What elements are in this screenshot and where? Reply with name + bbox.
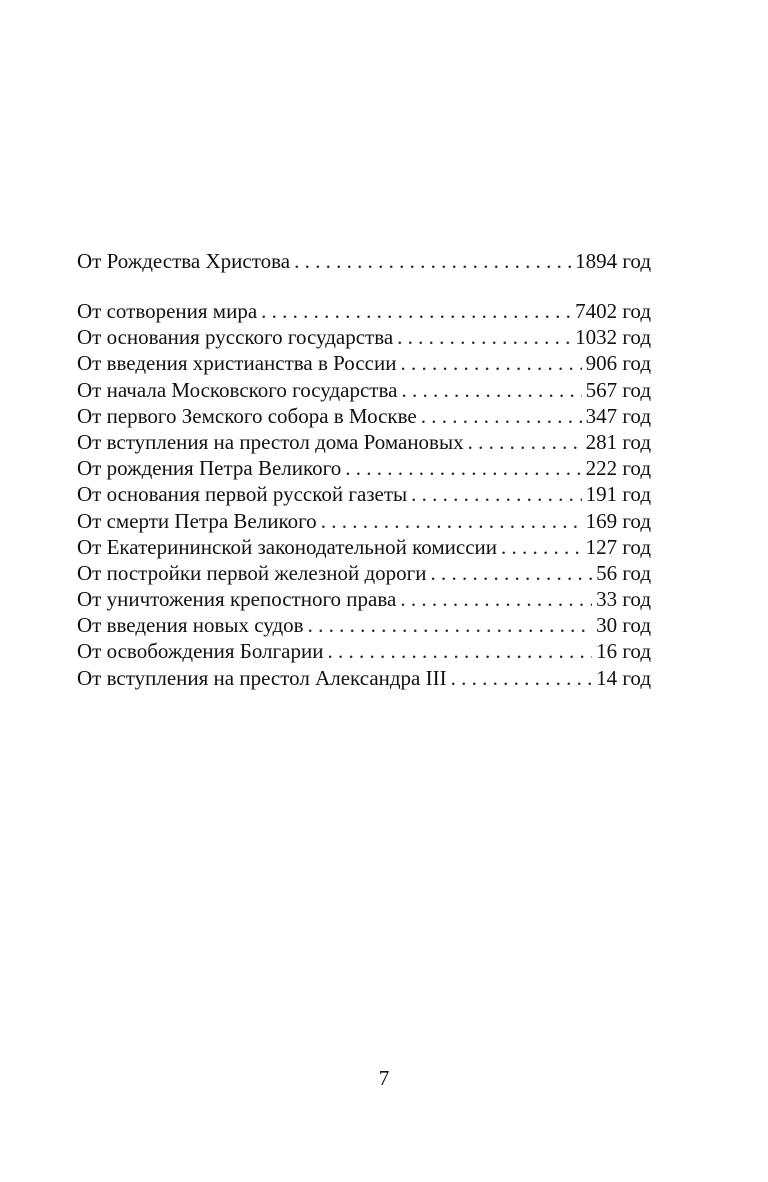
- era-years: 191 год: [585, 482, 651, 507]
- era-row: [77, 638, 651, 664]
- leader-dots: [421, 403, 582, 429]
- leader-dots: [401, 377, 581, 403]
- leader-dots: [327, 638, 592, 664]
- era-list: [77, 298, 651, 691]
- era-row: [77, 508, 651, 534]
- leader-dots: [400, 350, 581, 376]
- era-years: 1032 год: [575, 325, 651, 350]
- era-label: От Екатерининской законодательной комиссии: [77, 534, 497, 559]
- era-years: 281 год: [585, 429, 651, 454]
- era-years: 567 год: [585, 377, 651, 402]
- era-years: 169 год: [585, 508, 651, 533]
- era-years: 222 год: [585, 456, 651, 481]
- era-years: 14 год: [596, 665, 651, 690]
- era-label: От сотворения мира: [77, 299, 258, 323]
- era-years: 30 год: [596, 613, 651, 638]
- leader-dots: [308, 612, 593, 638]
- era-label: От вступления на престол Александра III: [77, 665, 447, 690]
- leader-dots: [411, 481, 581, 507]
- era-label: От постройки первой железной дороги: [77, 560, 427, 585]
- era-years: 906 год: [585, 351, 651, 376]
- era-label: От начала Московского государства: [77, 377, 398, 402]
- era-label: От введения христианства в России: [77, 351, 397, 376]
- leader-dots: [468, 429, 582, 455]
- era-row: [77, 429, 651, 455]
- era-row: [77, 612, 651, 638]
- era-row: [77, 248, 651, 274]
- era-label: От основания первой русской газеты: [77, 482, 408, 507]
- era-row: [77, 455, 651, 481]
- era-years: 56 год: [596, 560, 651, 585]
- era-label: От рождения Петра Великого: [77, 456, 342, 481]
- era-label: От Рождества Христова: [77, 249, 291, 273]
- era-row: [77, 403, 651, 429]
- leader-dots: [400, 586, 592, 612]
- leader-dots: [294, 248, 571, 274]
- era-years: 1894 год: [575, 249, 651, 273]
- leader-dots: [321, 508, 582, 534]
- era-years: 7402 год: [575, 299, 651, 323]
- leader-dots: [501, 534, 582, 560]
- era-label: От освобождения Болгарии: [77, 639, 324, 664]
- era-label: От смерти Петра Великого: [77, 508, 317, 533]
- era-row: [77, 298, 651, 324]
- era-first-block: [77, 248, 651, 274]
- era-years: 127 год: [585, 534, 651, 559]
- era-years: 16 год: [596, 639, 651, 664]
- era-label: От уничтожения крепостного права: [77, 587, 397, 612]
- leader-dots: [345, 455, 581, 481]
- era-row: [77, 586, 651, 612]
- page-number: 7: [378, 1066, 390, 1090]
- era-row: [77, 481, 651, 507]
- leader-dots: [397, 324, 571, 350]
- era-years: 33 год: [596, 587, 651, 612]
- leader-dots: [431, 560, 593, 586]
- era-row: [77, 665, 651, 691]
- leader-dots: [451, 665, 592, 691]
- era-label: От введения новых судов: [77, 613, 304, 638]
- era-row: [77, 377, 651, 403]
- era-label: От вступления на престол дома Романовых: [77, 429, 464, 454]
- leader-dots: [261, 298, 571, 324]
- era-row: [77, 350, 651, 376]
- era-label: От первого Земского собора в Москве: [77, 403, 417, 428]
- era-years: 347 год: [585, 403, 651, 428]
- era-label: От основания русского государства: [77, 325, 394, 350]
- era-row: [77, 324, 651, 350]
- era-row: [77, 560, 651, 586]
- era-row: [77, 534, 651, 560]
